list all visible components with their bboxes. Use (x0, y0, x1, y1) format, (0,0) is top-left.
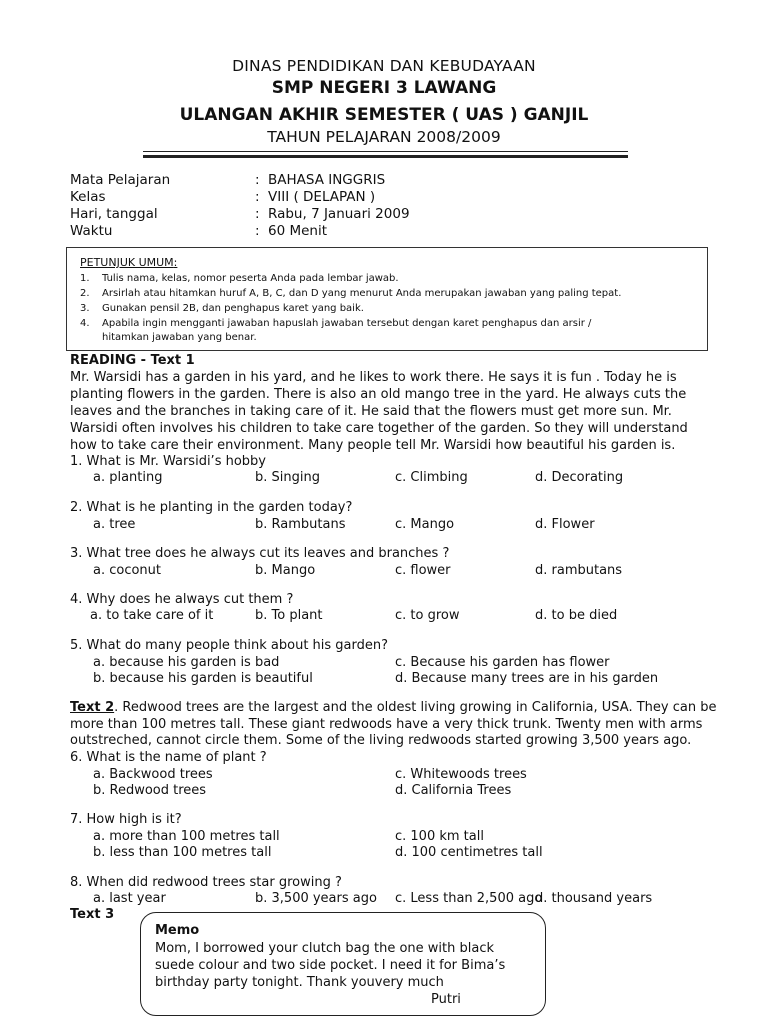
q6-option-b: b. Redwood trees (93, 783, 207, 798)
question-6: 6. What is the name of plant ? (70, 750, 267, 765)
q7-option-d: d. 100 centimetres tall (395, 845, 543, 860)
q5-option-b: b. because his garden is beautiful (93, 671, 313, 686)
text1-line: leaves and the branches in taking care of it. He said that the flowers must get more sun. Mr. (70, 404, 672, 419)
memo-box (140, 912, 546, 1016)
q1-option-d: d. Decorating (535, 470, 624, 485)
text2-line: outstreched, cannot circle them. Some of the living redwoods started growing 3,500 years ago. (70, 733, 692, 748)
memo-line: suede colour and two side pocket. I need it for Bima’s (155, 958, 506, 973)
q2-option-b: b. Rambutans (255, 517, 346, 532)
memo-signature: Putri (431, 992, 461, 1007)
q6-option-d: d. California Trees (395, 783, 512, 798)
memo-line: birthday party tonight. Thank youvery much (155, 975, 444, 990)
question-3: 3. What tree does he always cut its leaves and branches ? (70, 546, 450, 561)
header-exam-title: ULANGAN AKHIR SEMESTER ( UAS ) GANJIL (179, 105, 589, 125)
q8-option-b: b. 3,500 years ago (255, 891, 377, 906)
instruction-item: hitamkan jawaban yang benar. (102, 332, 257, 343)
text2-first-line: Text 2. Redwood trees are the largest and the oldest living growing in California, USA. They can be (70, 700, 717, 715)
q2-option-d: d. Flower (535, 517, 595, 532)
q7-option-b: b. less than 100 metres tall (93, 845, 272, 860)
text2-label: Text 2 (70, 700, 115, 715)
q8-option-d: d. thousand years (535, 891, 653, 906)
header-rule-thin (143, 151, 628, 152)
q6-option-a: a. Backwood trees (93, 767, 213, 782)
q5-option-c: c. Because his garden has flower (395, 655, 610, 670)
text1-line: how to take care their environment. Many people tell Mr. Warsidi how beautiful his garden is. (70, 438, 676, 453)
question-8: 8. When did redwood trees star growing ? (70, 875, 342, 890)
instruction-item: 3. Gunakan pensil 2B, dan penghapus karet yang baik. (80, 303, 364, 314)
q8-option-c: c. Less than 2,500 ago (395, 891, 543, 906)
text1-line: planting flowers in the garden. There is also an old mango tree in the yard. He always cuts the (70, 387, 687, 402)
memo-title: Memo (155, 923, 200, 938)
text1-heading: READING - Text 1 (70, 353, 195, 368)
instruction-item: 4. Apabila ingin mengganti jawaban hapuslah jawaban tersebut dengan karet penghapus dan arsir / (80, 318, 592, 329)
text1-line: Mr. Warsidi has a garden in his yard, and he likes to work there. He says it is fun . Today he is (70, 370, 677, 385)
q3-option-b: b. Mango (255, 563, 316, 578)
header-rule-thick (143, 155, 628, 158)
q4-option-d: d. to be died (535, 608, 618, 623)
q2-option-c: c. Mango (395, 517, 455, 532)
q5-option-a: a. because his garden is bad (93, 655, 280, 670)
instructions-title: PETUNJUK UMUM: (80, 256, 178, 269)
question-4: 4. Why does he always cut them ? (70, 592, 294, 607)
q8-option-a: a. last year (93, 891, 166, 906)
instructions-box (66, 247, 708, 351)
q1-option-c: c. Climbing (395, 470, 468, 485)
question-1: 1. What is Mr. Warsidi’s hobby (70, 454, 266, 469)
q6-option-c: c. Whitewoods trees (395, 767, 527, 782)
header-agency: DINAS PENDIDIKAN DAN KEBUDAYAAN (232, 57, 536, 75)
q3-option-a: a. coconut (93, 563, 162, 578)
text3-heading: Text 3 (70, 907, 115, 922)
q3-option-d: d. rambutans (535, 563, 623, 578)
text2-line: more than 100 metres tall. These giant redwoods have a very thick trunk. Twenty men with arms (70, 717, 703, 732)
q1-option-a: a. planting (93, 470, 163, 485)
q4-option-b: b. To plant (255, 608, 323, 623)
text1-line: Warsidi often involves his children to take care together of the garden. So they will understand (70, 421, 688, 436)
q4-option-a: a. to take care of it (90, 608, 214, 623)
header-school: SMP NEGERI 3 LAWANG (271, 78, 497, 98)
q3-option-c: c. flower (395, 563, 451, 578)
q5-option-d: d. Because many trees are in his garden (395, 671, 659, 686)
question-7: 7. How high is it? (70, 812, 182, 827)
q4-option-c: c. to grow (395, 608, 460, 623)
question-2: 2. What is he planting in the garden today? (70, 500, 353, 515)
header-academic-year: TAHUN PELAJARAN 2008/2009 (267, 128, 501, 146)
memo-line: Mom, I borrowed your clutch bag the one with black (155, 941, 495, 956)
instruction-item: 2. Arsirlah atau hitamkan huruf A, B, C, dan D yang menurut Anda merupakan jawaban yang paling tepat. (80, 288, 622, 299)
q7-option-a: a. more than 100 metres tall (93, 829, 280, 844)
q7-option-c: c. 100 km tall (395, 829, 484, 844)
q2-option-a: a. tree (93, 517, 136, 532)
q1-option-b: b. Singing (255, 470, 320, 485)
instruction-item: 1. Tulis nama, kelas, nomor peserta Anda pada lembar jawab. (80, 273, 399, 284)
question-5: 5. What do many people think about his garden? (70, 638, 389, 653)
